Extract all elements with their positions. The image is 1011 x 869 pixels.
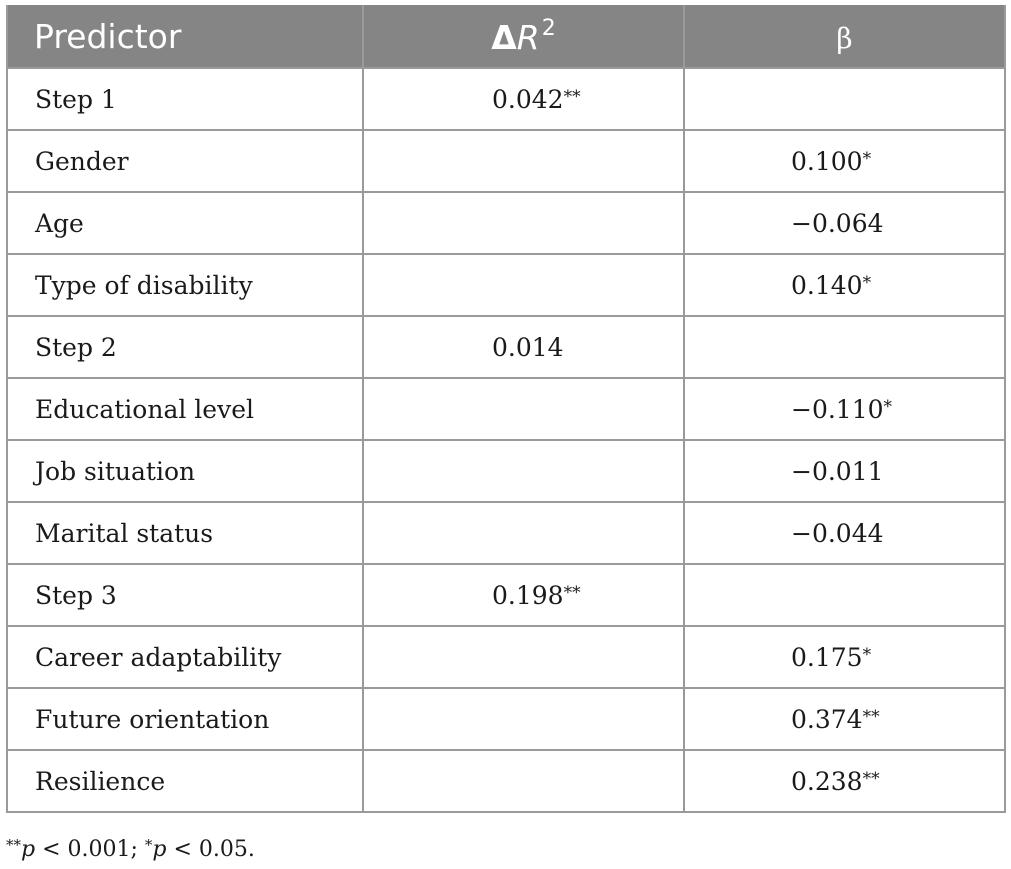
beta-cell xyxy=(684,688,1005,750)
footnote-threshold-text: < 0.001; xyxy=(35,837,145,862)
significance-mark: * xyxy=(862,148,872,169)
footnote-threshold-text: < 0.05. xyxy=(166,837,255,862)
table-row xyxy=(7,688,1005,750)
table-row xyxy=(7,750,1005,812)
footnote-sig-mark-single: * xyxy=(144,836,153,854)
predictor-cell: Career adaptability xyxy=(7,626,363,688)
significance-mark: ** xyxy=(563,582,581,603)
r-symbol: R xyxy=(516,17,540,57)
beta-cell xyxy=(684,192,1005,254)
delta-r2-cell xyxy=(363,750,684,812)
beta-cell xyxy=(684,316,1005,378)
delta-r2-value: 0.042 xyxy=(492,84,564,114)
table-row xyxy=(7,440,1005,502)
predictor-cell: Educational level xyxy=(7,378,363,440)
beta-value: 0.175 xyxy=(791,642,863,672)
table-body xyxy=(7,68,1005,812)
significance-mark: * xyxy=(862,644,872,665)
table-row xyxy=(7,192,1005,254)
predictor-cell: Job situation xyxy=(7,440,363,502)
significance-mark: ** xyxy=(563,86,581,107)
delta-symbol: Δ xyxy=(491,17,517,57)
delta-r2-value: 0.198 xyxy=(492,580,564,610)
beta-cell xyxy=(684,68,1005,130)
header-predictor: Predictor xyxy=(7,5,363,68)
significance-mark: * xyxy=(862,272,872,293)
delta-r2-cell xyxy=(363,254,684,316)
predictor-cell: Resilience xyxy=(7,750,363,812)
beta-cell xyxy=(684,502,1005,564)
beta-cell xyxy=(684,254,1005,316)
beta-cell xyxy=(684,626,1005,688)
delta-r2-cell xyxy=(363,440,684,502)
delta-r2-cell xyxy=(363,688,684,750)
table-row xyxy=(7,254,1005,316)
table-row xyxy=(7,626,1005,688)
r-superscript: 2 xyxy=(541,15,556,41)
delta-r2-value: 0.014 xyxy=(492,332,564,362)
table-row xyxy=(7,68,1005,130)
footnote-p-symbol: p xyxy=(152,837,167,862)
delta-r2-cell xyxy=(363,564,684,626)
predictor-cell: Future orientation xyxy=(7,688,363,750)
footnote-p-symbol: p xyxy=(21,837,36,862)
delta-r2-cell xyxy=(363,68,684,130)
predictor-cell: Step 2 xyxy=(7,316,363,378)
table-row xyxy=(7,316,1005,378)
beta-value: −0.011 xyxy=(791,456,884,486)
table-row xyxy=(7,564,1005,626)
beta-cell xyxy=(684,564,1005,626)
predictor-cell: Marital status xyxy=(7,502,363,564)
table-row xyxy=(7,130,1005,192)
table-row xyxy=(7,502,1005,564)
delta-r2-cell xyxy=(363,130,684,192)
header-delta-r2 xyxy=(363,5,684,68)
significance-mark: ** xyxy=(862,706,880,727)
beta-cell xyxy=(684,130,1005,192)
beta-value: 0.238 xyxy=(791,766,863,796)
beta-symbol: β xyxy=(836,21,853,55)
beta-cell xyxy=(684,440,1005,502)
significance-mark: * xyxy=(883,396,893,417)
predictor-cell: Gender xyxy=(7,130,363,192)
delta-r2-cell xyxy=(363,626,684,688)
table-footnote xyxy=(6,836,255,862)
regression-table xyxy=(6,5,1006,813)
predictor-cell: Step 3 xyxy=(7,564,363,626)
beta-value: 0.140 xyxy=(791,270,863,300)
beta-value: −0.044 xyxy=(791,518,884,548)
table-header-row xyxy=(7,5,1005,68)
beta-value: 0.100 xyxy=(791,146,863,176)
table-row xyxy=(7,378,1005,440)
delta-r2-cell xyxy=(363,316,684,378)
predictor-cell: Type of disability xyxy=(7,254,363,316)
delta-r2-cell xyxy=(363,502,684,564)
beta-cell xyxy=(684,750,1005,812)
delta-r2-cell xyxy=(363,192,684,254)
delta-r2-cell xyxy=(363,378,684,440)
significance-mark: ** xyxy=(862,768,880,789)
predictor-cell: Step 1 xyxy=(7,68,363,130)
beta-value: −0.110 xyxy=(791,394,884,424)
footnote-sig-mark-double: ** xyxy=(6,836,21,854)
beta-value: −0.064 xyxy=(791,208,884,238)
predictor-cell: Age xyxy=(7,192,363,254)
beta-value: 0.374 xyxy=(791,704,863,734)
beta-cell xyxy=(684,378,1005,440)
header-beta xyxy=(684,5,1005,68)
